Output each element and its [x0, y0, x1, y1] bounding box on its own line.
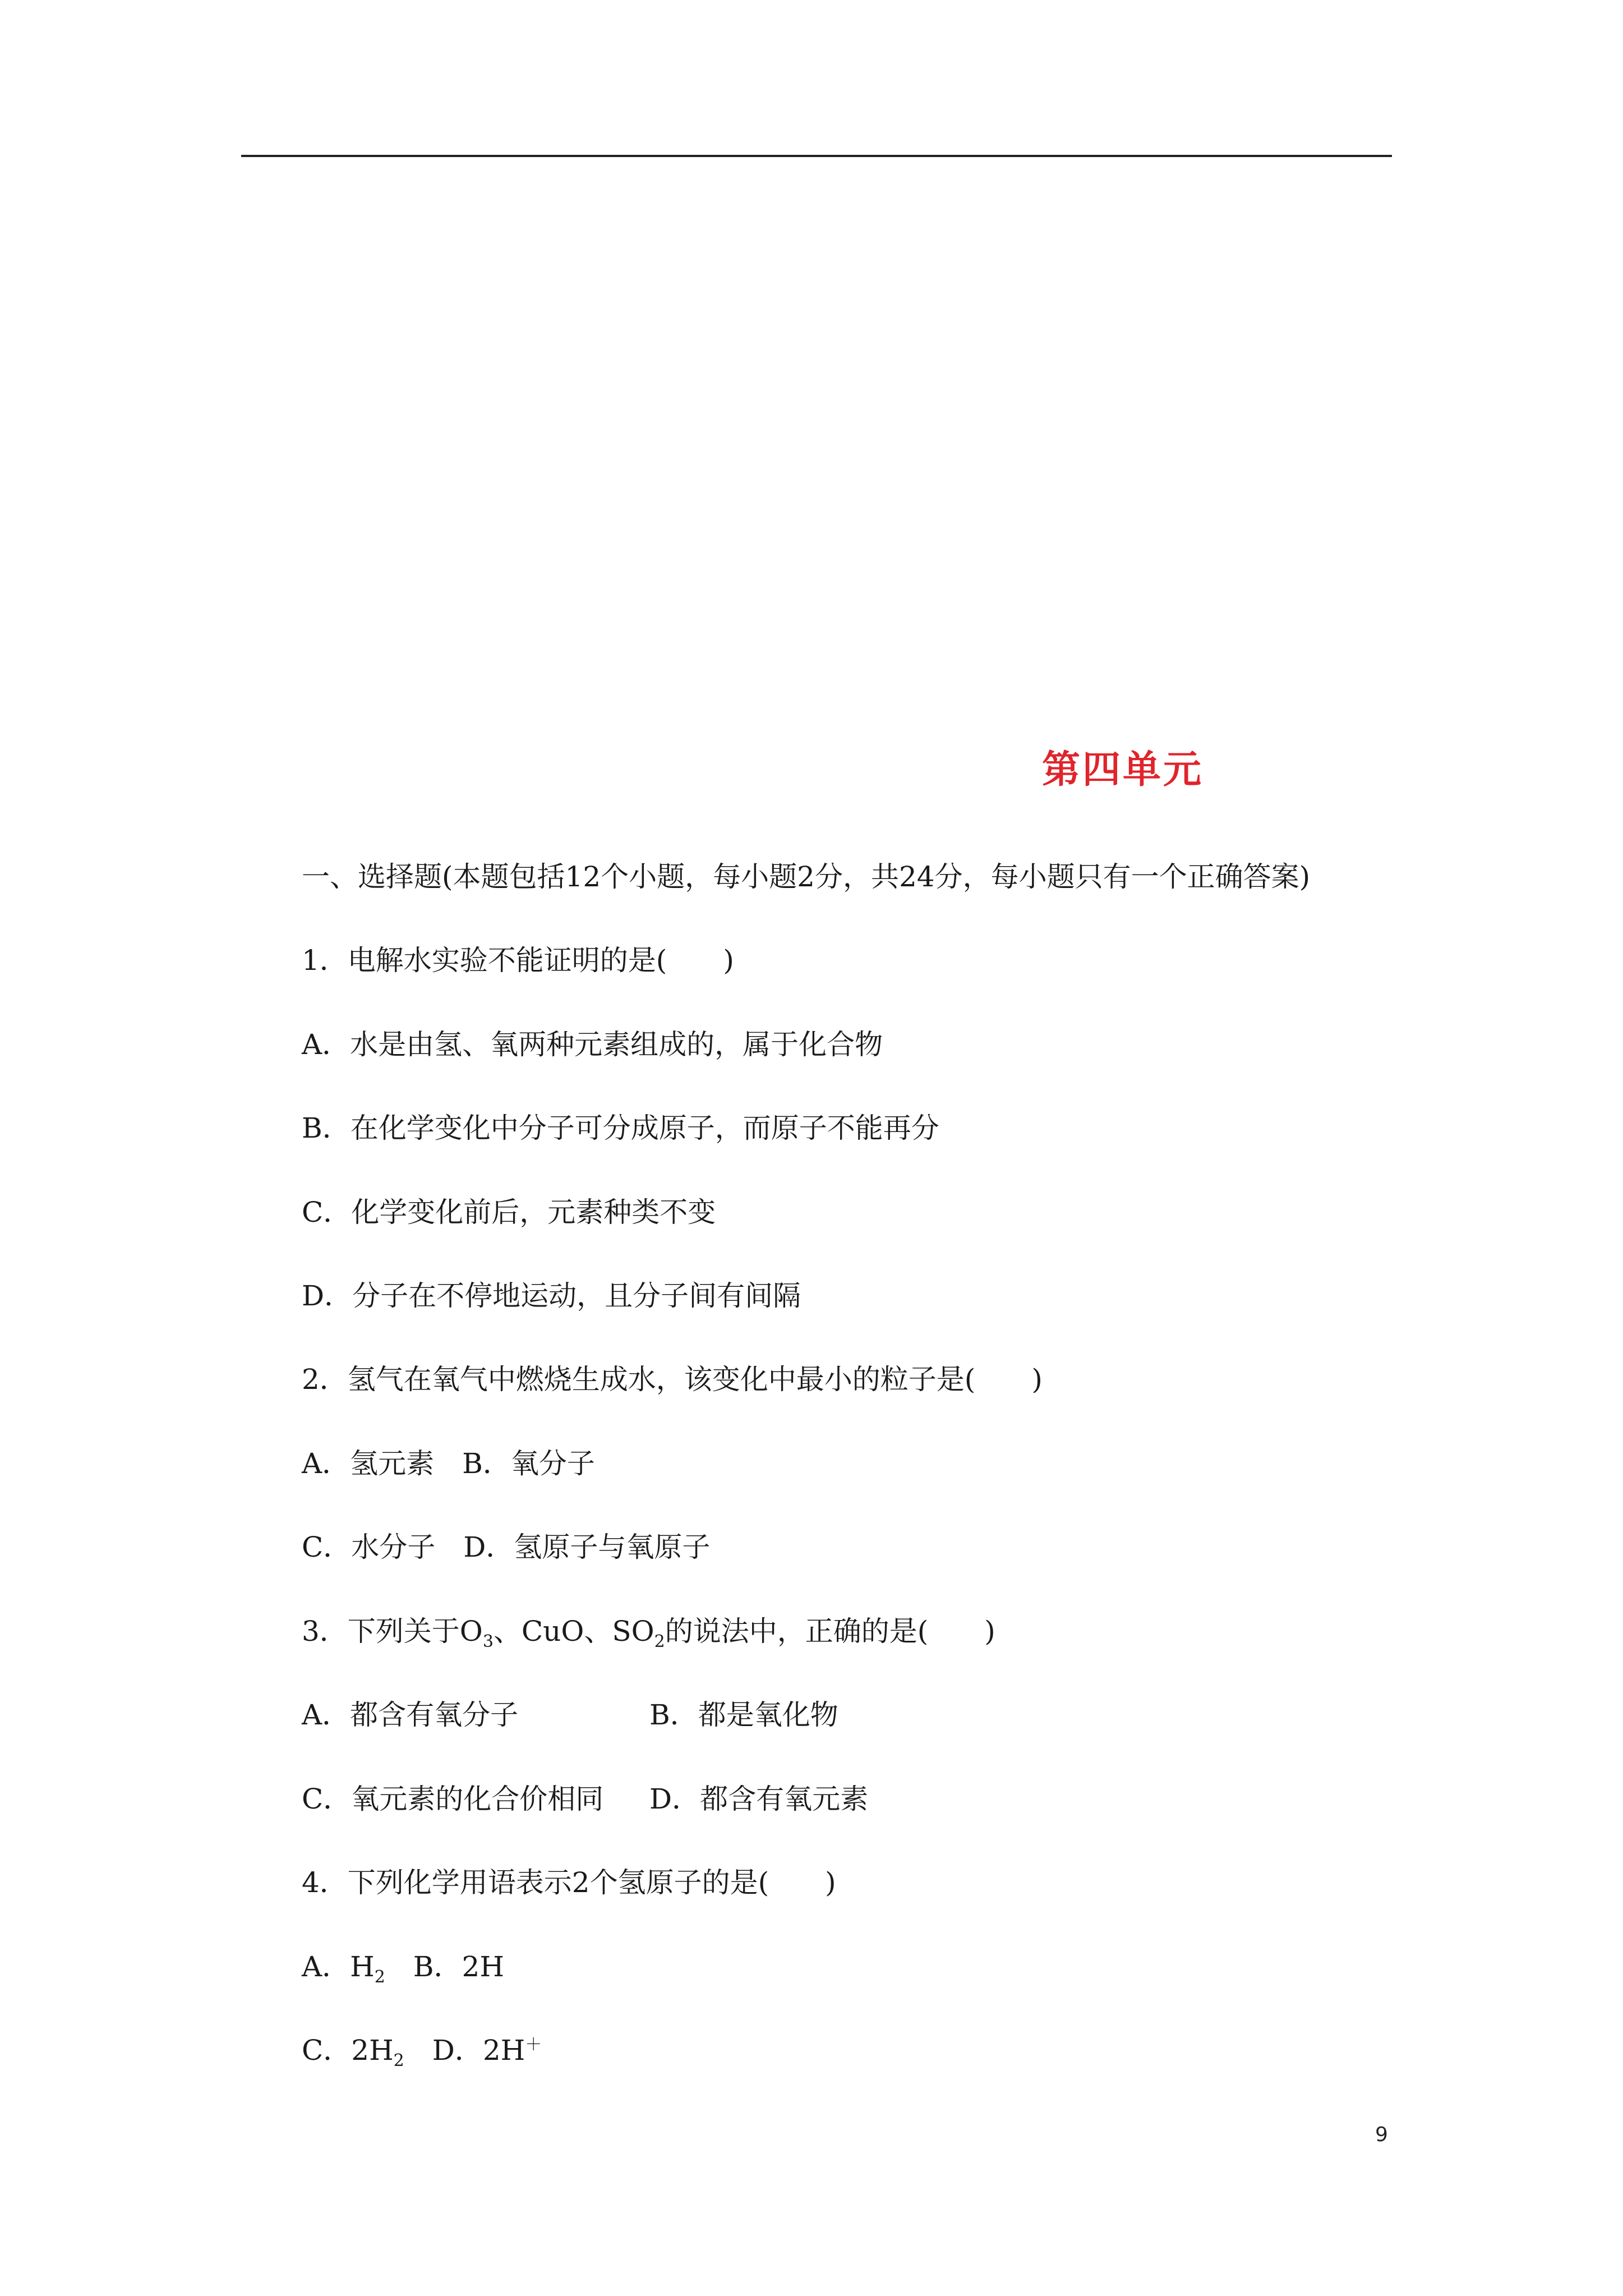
- question-3-stem: [302, 1617, 995, 1650]
- header-rule: [241, 155, 1392, 157]
- question-3-option-b: B．都是氧化物: [649, 1699, 838, 1731]
- question-3-option-a: A．都含有氧分子: [302, 1699, 519, 1731]
- question-1-option-c: C．化学变化前后，元素种类不变: [302, 1196, 716, 1228]
- question-4-options-cd: [302, 2036, 542, 2069]
- option-b: B．2H: [385, 1950, 504, 1983]
- section-heading: 一、选择题(本题包括12个小题，每小题2分，共24分，每小题只有一个正确答案): [302, 861, 1311, 893]
- question-4-stem: 4．下列化学用语表示2个氢原子的是( ): [302, 1866, 836, 1899]
- subscript: 2: [374, 1967, 385, 1987]
- subscript: 2: [393, 2051, 404, 2070]
- question-2-options-cd: C．水分子 D．氢原子与氧原子: [302, 1531, 711, 1563]
- subscript: 3: [482, 1632, 494, 1651]
- subscript: 2: [654, 1632, 665, 1651]
- option-d-prefix: D．2H: [404, 2034, 525, 2067]
- question-2-options-ab: A．氢元素 B．氧分子: [302, 1447, 595, 1480]
- stem-part: 、CuO、SO: [493, 1615, 654, 1648]
- option-c-prefix: C．2H: [302, 2034, 394, 2067]
- question-3-option-d: D．都含有氧元素: [649, 1783, 869, 1815]
- question-1-option-b: B．在化学变化中分子可分成原子，而原子不能再分: [302, 1112, 939, 1144]
- unit-title: 第四单元: [1042, 747, 1204, 792]
- stem-part: 的说法中，正确的是( ): [665, 1615, 995, 1648]
- question-1-option-d: D．分子在不停地运动，且分子间有间隔: [302, 1280, 801, 1312]
- question-3-option-c: C．氧元素的化合价相同: [302, 1783, 604, 1815]
- page-number: 9: [1375, 2123, 1388, 2146]
- option-a-prefix: A．H: [302, 1950, 375, 1983]
- superscript: ＋: [525, 2035, 542, 2055]
- question-1-stem: 1．电解水实验不能证明的是( ): [302, 944, 734, 977]
- question-1-option-a: A．水是由氢、氧两种元素组成的，属于化合物: [302, 1028, 883, 1061]
- stem-part: 3．下列关于O: [302, 1615, 483, 1648]
- question-2-stem: 2．氢气在氧气中燃烧生成水，该变化中最小的粒子是( ): [302, 1363, 1043, 1396]
- question-4-options-ab: [302, 1950, 504, 1987]
